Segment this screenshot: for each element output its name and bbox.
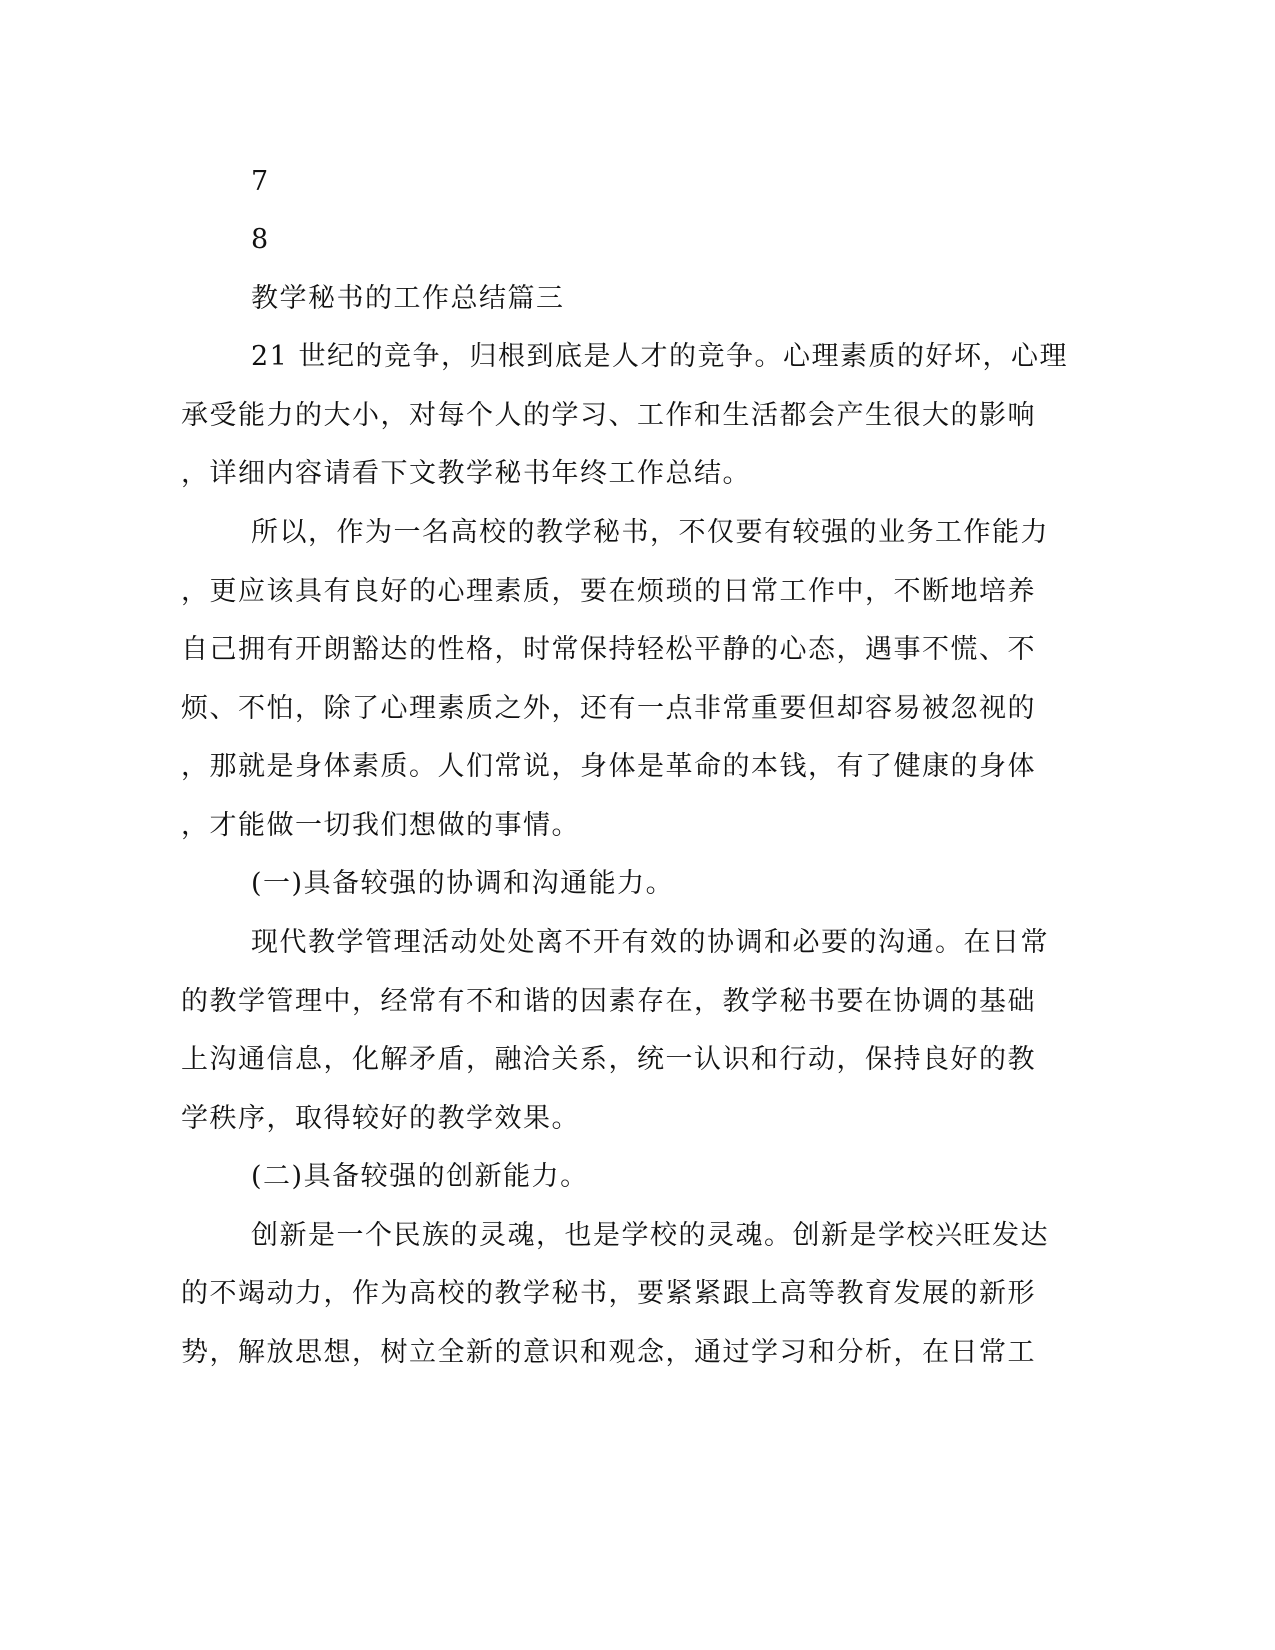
paragraph-line: ，详细内容请看下文教学秘书年终工作总结。 [181, 458, 751, 489]
paragraph-line: 学秩序，取得较好的教学效果。 [181, 1103, 580, 1134]
paragraph-line: 上沟通信息，化解矛盾，融洽关系，统一认识和行动，保持良好的教 [181, 1044, 1036, 1075]
paragraph-line: 所以，作为一名高校的教学秘书，不仅要有较强的业务工作能力 [251, 517, 1049, 548]
section-heading: 教学秘书的工作总结篇三 [251, 283, 565, 314]
page-number-8: 8 [251, 224, 270, 255]
paragraph-line: ，更应该具有良好的心理素质，要在烦琐的日常工作中，不断地培养 [181, 576, 1036, 607]
paragraph-line: 承受能力的大小，对每个人的学习、工作和生活都会产生很大的影响 [181, 400, 1036, 431]
subheading-1: (一)具备较强的协调和沟通能力。 [251, 868, 675, 899]
paragraph-line: 的不竭动力，作为高校的教学秘书，要紧紧跟上高等教育发展的新形 [181, 1278, 1036, 1309]
paragraph-line: ，那就是身体素质。人们常说，身体是革命的本钱，有了健康的身体 [181, 751, 1036, 782]
page-number-7: 7 [251, 166, 270, 197]
paragraph-line: 现代教学管理活动处处离不开有效的协调和必要的沟通。在日常 [251, 927, 1049, 958]
paragraph-line: 创新是一个民族的灵魂，也是学校的灵魂。创新是学校兴旺发达 [251, 1220, 1049, 1251]
paragraph-line: 自己拥有开朗豁达的性格，时常保持轻松平静的心态，遇事不慌、不 [181, 634, 1036, 665]
paragraph-line: 势，解放思想，树立全新的意识和观念，通过学习和分析，在日常工 [181, 1337, 1036, 1368]
subheading-2: (二)具备较强的创新能力。 [251, 1161, 589, 1192]
paragraph-line: 烦、不怕，除了心理素质之外，还有一点非常重要但却容易被忽视的 [181, 693, 1036, 724]
paragraph-line: 的教学管理中，经常有不和谐的因素存在，教学秘书要在协调的基础 [181, 986, 1036, 1017]
paragraph-line: 21 世纪的竞争，归根到底是人才的竞争。心理素质的好坏，心理 [251, 341, 1068, 372]
paragraph-line: ，才能做一切我们想做的事情。 [181, 810, 580, 841]
